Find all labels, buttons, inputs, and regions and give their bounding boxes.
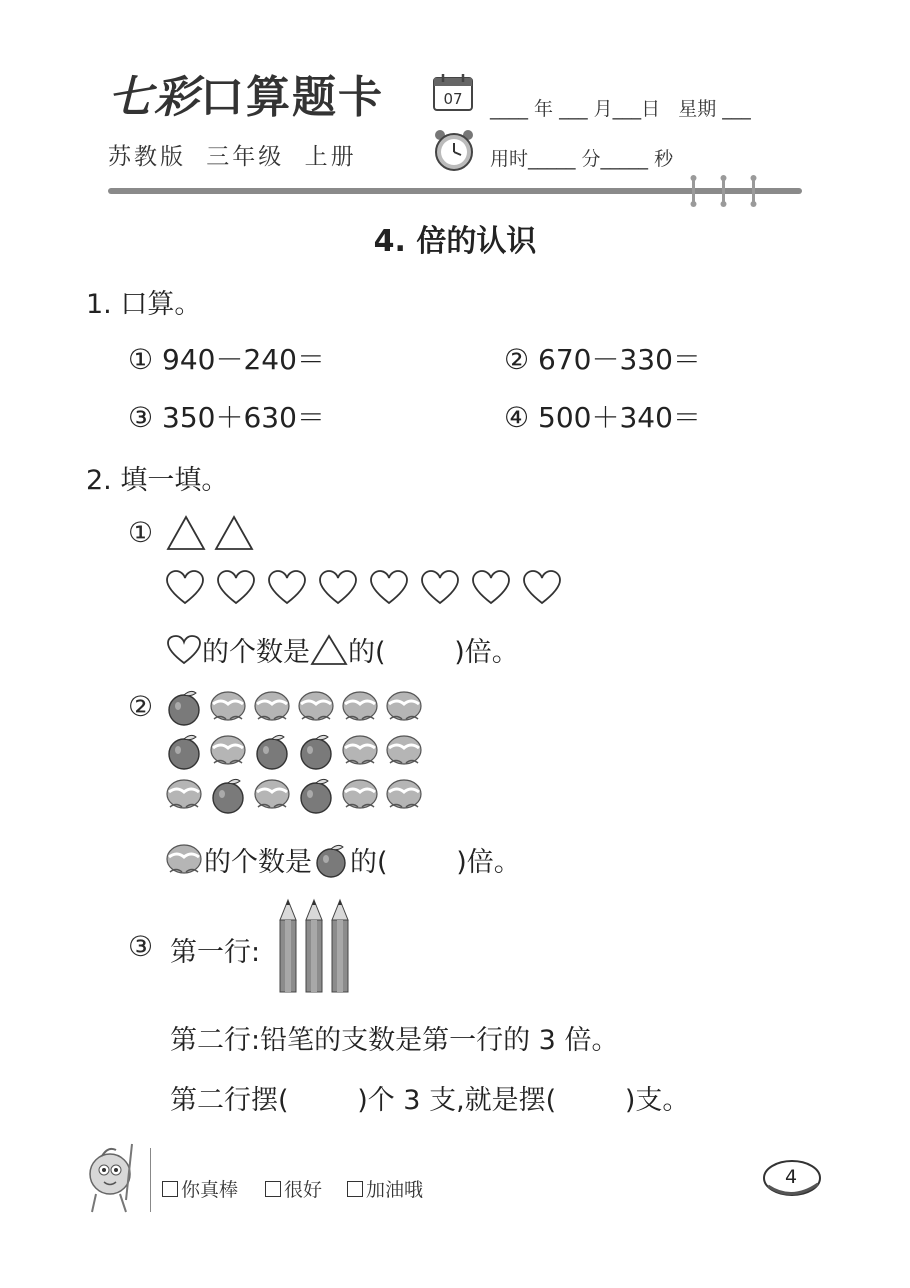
heart-shape <box>473 571 509 603</box>
peach-shape <box>387 692 421 720</box>
heart-shape <box>269 571 305 603</box>
brand-title-qi: 七彩 <box>108 72 200 123</box>
q1-text-b: 的( )倍。 <box>348 637 519 668</box>
peach-shape <box>255 780 289 808</box>
heart-shape <box>320 571 356 603</box>
problem-3: ③ 350＋630＝ <box>128 401 325 434</box>
heart-shape <box>167 571 203 603</box>
rating-option-2[interactable] <box>265 1175 322 1202</box>
q3-line1: 第二行:铅笔的支数是第一行的 3 倍。 <box>170 1025 619 1056</box>
date-fill-line: ____ 年 ___ 月___日 星期 ___ <box>490 98 751 120</box>
peach-shape <box>343 780 377 808</box>
problem-4: ④ 500＋340＝ <box>504 401 701 434</box>
fruit-grid <box>164 686 428 818</box>
time-fill-line: 用时_____ 分_____ 秒 <box>490 148 674 170</box>
q3-line2: 第二行摆( )个 3 支,就是摆( )支。 <box>170 1085 690 1116</box>
apple-shape <box>257 735 287 769</box>
footer-divider <box>150 1148 151 1212</box>
q2-statement <box>164 840 521 879</box>
rating-label-1: 你真棒 <box>181 1179 239 1201</box>
problem-1: ① 940－240＝ <box>128 343 325 376</box>
section1-heading: 1. 口算。 <box>86 289 202 320</box>
triangle-icon <box>310 634 348 666</box>
peach-shape <box>343 736 377 764</box>
apple-shape <box>301 779 331 813</box>
checkbox[interactable] <box>265 1181 281 1197</box>
heart-icon <box>166 634 202 666</box>
triangle-shape <box>168 517 204 549</box>
peach-shape <box>211 692 245 720</box>
apple-shape <box>169 735 199 769</box>
heart-shape <box>524 571 560 603</box>
q2-number: ② <box>128 690 154 723</box>
q3-number: ③ <box>128 930 154 963</box>
triangle-shape <box>216 517 252 549</box>
peach-shape <box>387 736 421 764</box>
peach-shape <box>211 736 245 764</box>
rating-label-3: 加油哦 <box>366 1179 424 1201</box>
q1-statement <box>166 630 519 669</box>
pencil-shape <box>332 900 348 992</box>
heart-shape <box>422 571 458 603</box>
brand-title-rest: 口算题卡 <box>200 72 384 123</box>
apple-icon <box>312 841 350 879</box>
pencil-row <box>278 898 356 994</box>
heart-shape <box>218 571 254 603</box>
apple-shape <box>213 779 243 813</box>
page-number: 4 <box>784 1166 798 1188</box>
apple-shape <box>301 735 331 769</box>
brand-title <box>108 72 384 123</box>
brand-subtitle: 苏教版 三年级 上册 <box>108 144 357 170</box>
page-title: 4. 倍的认识 <box>373 224 537 259</box>
pencil-shape <box>280 900 296 992</box>
mascot-icon <box>82 1140 148 1216</box>
peach-shape <box>387 780 421 808</box>
peach-icon <box>164 841 204 879</box>
q2-text-b: 的( )倍。 <box>350 847 521 878</box>
apple-shape <box>169 691 199 725</box>
calendar-day: 07 <box>443 90 463 108</box>
q3-row1-label: 第一行: <box>170 937 261 968</box>
clock-icon <box>432 128 476 172</box>
peach-shape <box>255 692 289 720</box>
peach-shape <box>167 780 201 808</box>
q1-number: ① <box>128 516 154 549</box>
peach-shape <box>343 692 377 720</box>
pencil-shape <box>306 900 322 992</box>
rating-option-3[interactable] <box>347 1175 423 1202</box>
problem-2: ② 670－330＝ <box>504 343 701 376</box>
heart-shape <box>371 571 407 603</box>
heart-row <box>166 568 576 608</box>
header-rule <box>108 186 802 196</box>
rating-label-2: 很好 <box>284 1179 323 1201</box>
checkbox[interactable] <box>347 1181 363 1197</box>
rating-option-1[interactable] <box>162 1175 238 1202</box>
section2-heading: 2. 填一填。 <box>86 465 229 496</box>
calendar-icon <box>432 72 474 112</box>
q2-text-a: 的个数是 <box>204 847 312 878</box>
checkbox[interactable] <box>162 1181 178 1197</box>
peach-shape <box>299 692 333 720</box>
q1-text-a: 的个数是 <box>202 637 310 668</box>
triangle-row <box>166 514 266 554</box>
